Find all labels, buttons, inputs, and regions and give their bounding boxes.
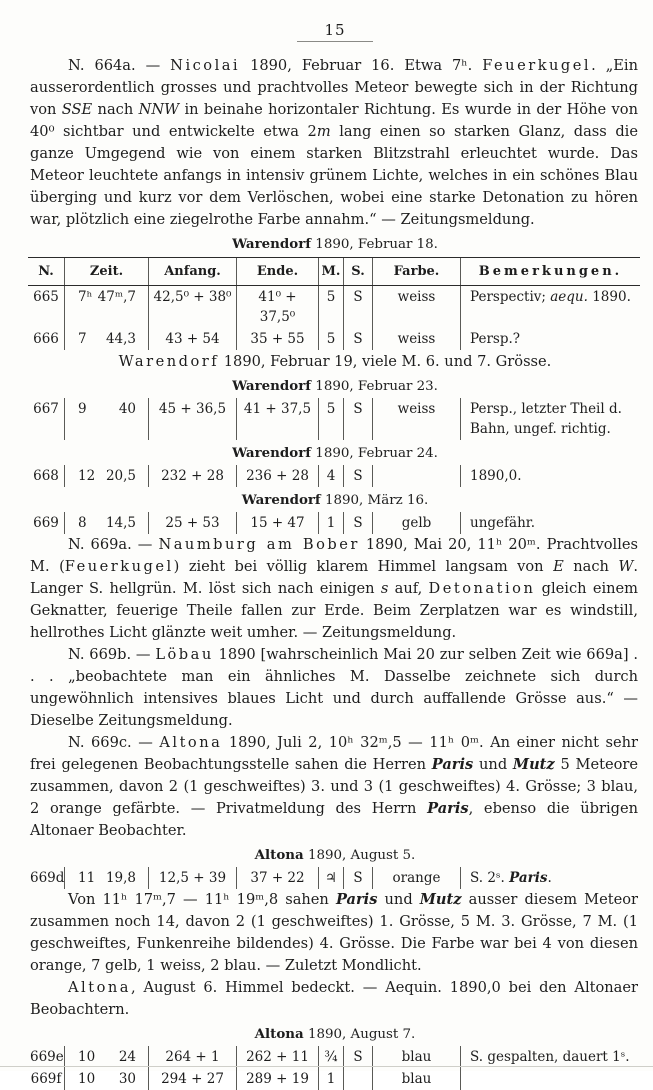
cell-farbe: weiss <box>372 328 460 350</box>
cell-anfang: 42,5⁰ + 38⁰ <box>148 286 236 328</box>
section-heading <box>30 1025 640 1044</box>
text-segment: Feuerkugel <box>64 558 174 575</box>
text-segment: ausser diesem Meteor zusammen noch 14, davon 2 (1 geschweiftes) 1. Grösse, 5 M. 3. Grösse, 7 M. (1 geschweiftes, Funkenreihe bildendes) 4. Grösse. Die Farbe war bei 4 von diesen orange, 7 gelb, 1 weiss, 2 blau. — Zuletzt Mondlicht. <box>30 891 639 974</box>
text-segment: Mutz <box>419 891 462 908</box>
text-segment: N. 669b. — <box>68 646 156 663</box>
text-segment: und <box>377 891 420 908</box>
section-heading <box>30 846 640 865</box>
cell-zeit <box>64 398 148 440</box>
text-segment: gleich einem Geknatter, feuerige Theile fallen zur Erde. Beim Zerplatzen war es windstill, hellrothes Licht glänzte weit umher. — Zeitungsmeldung. <box>30 580 639 641</box>
text-segment: Warendorf <box>118 353 220 370</box>
cell-number: 669d <box>30 870 65 886</box>
text-segment: , August 6. Himmel bedeckt. — Aequin. 1890,0 bei den Altonaer Beobachtern. <box>30 979 638 1018</box>
cell-anfang: 45 + 36,5 <box>148 398 236 440</box>
cell-ende: 35 + 55 <box>236 328 318 350</box>
text-segment: 1890, Mai 20, 11ʰ 20ᵐ. Prachtvolles M. ( <box>30 536 638 575</box>
text-segment: 1890, Februar 18. <box>311 237 438 252</box>
cell-magnitude: 5 <box>318 286 343 328</box>
table-row <box>28 512 640 534</box>
zeit-hours: 9 <box>78 401 87 417</box>
text-segment: Altona <box>159 734 223 751</box>
zeit-hours: 8 <box>78 515 87 531</box>
cell-magnitude: ♃ <box>318 867 343 889</box>
cell-schweif: S <box>343 286 372 328</box>
text-segment: Altona <box>254 1026 304 1042</box>
zeit-minutes: 19,8 <box>105 870 136 886</box>
cell-schweif: S <box>343 328 372 350</box>
zeit-hours: 7 <box>78 331 87 347</box>
zeit-hours: 10 <box>78 1071 96 1087</box>
cell-number: 669e <box>30 1049 64 1065</box>
text-segment: Altona <box>68 979 131 996</box>
text-segment: 1890, Februar 19, viele M. 6. und 7. Grösse. <box>219 353 552 370</box>
text-segment: 1890, Februar 24. <box>311 446 438 461</box>
section-heading <box>30 491 640 510</box>
zeit-hours: 11 <box>78 870 96 886</box>
cell-magnitude: 5 <box>318 328 343 350</box>
text-segment: und <box>473 756 513 773</box>
cell-magnitude: 1 <box>318 512 343 534</box>
cell-zeit <box>64 465 148 487</box>
cell-ende: 15 + 47 <box>236 512 318 534</box>
cell-magnitude: 1 <box>318 1068 343 1090</box>
text-segment: Warendorf <box>232 378 312 394</box>
paragraph <box>30 732 640 842</box>
table-row <box>28 867 640 889</box>
section-heading <box>30 444 640 463</box>
cell-farbe: weiss <box>372 286 460 328</box>
cell-bemerkungen <box>460 512 640 534</box>
text-segment: . „Ein ausserordentlich grosses und prachtvolles Meteor bewegte sich in der Richtung von <box>30 57 638 118</box>
cell-bemerkungen <box>460 867 640 889</box>
paragraph <box>30 889 640 977</box>
text-segment: Warendorf <box>232 236 312 252</box>
cell-zeit <box>64 1068 148 1090</box>
text-segment: m <box>316 123 331 140</box>
cell-bemerkungen <box>460 1046 640 1068</box>
text-segment: Persp., letzter Theil d. Bahn, ungef. richtig. <box>470 401 622 437</box>
table-header-row <box>28 257 640 286</box>
page-number-block <box>30 20 640 42</box>
table-row <box>28 1068 640 1090</box>
cell-number: 666 <box>33 331 59 347</box>
text-segment: aequ. <box>550 289 588 305</box>
text-segment: ungefähr. <box>470 515 536 531</box>
cell-zeit <box>64 867 148 889</box>
zeit-hours: 7ʰ <box>78 289 93 305</box>
paragraph <box>30 55 640 231</box>
text-segment: S. gespalten, dauert 1ˢ. <box>470 1049 630 1065</box>
text-segment: Paris <box>509 870 548 886</box>
cell-anfang: 232 + 28 <box>148 465 236 487</box>
column-header: Anfang. <box>148 258 236 285</box>
text-segment: Feuerkugel <box>482 57 592 74</box>
cell-ende: 41⁰ + 37,5⁰ <box>236 286 318 328</box>
cell-schweif: S <box>343 1046 372 1068</box>
text-segment: N. 669c. — <box>68 734 160 751</box>
paragraph <box>30 644 640 732</box>
text-segment: Von 11ʰ 17ᵐ,7 — 11ʰ 19ᵐ,8 sahen <box>68 891 336 908</box>
zeit-minutes: 44,3 <box>105 331 136 347</box>
text-segment: Paris <box>427 800 469 817</box>
text-segment: 1890, Februar 16. Etwa 7ʰ. <box>240 57 483 74</box>
column-header: M. <box>318 258 343 285</box>
text-segment: , ebenso die übrigen Altonaer Beobachter. <box>30 800 638 839</box>
cell-ende: 289 + 19 <box>236 1068 318 1090</box>
text-segment: Nicolai <box>170 57 241 74</box>
column-header: N. <box>38 264 54 279</box>
text-segment: E <box>553 558 564 575</box>
column-header: Ende. <box>236 258 318 285</box>
text-segment: Naumburg am Bober <box>158 536 360 553</box>
table-row <box>28 328 640 350</box>
cell-anfang: 12,5 + 39 <box>148 867 236 889</box>
zeit-minutes: 20,5 <box>105 468 136 484</box>
cell-magnitude: ¾ <box>318 1046 343 1068</box>
table-row <box>28 286 640 328</box>
table-row <box>28 465 640 487</box>
text-segment: Warendorf <box>232 445 312 461</box>
cell-zeit <box>64 328 148 350</box>
zeit-hours: 10 <box>78 1049 96 1065</box>
cell-ende: 236 + 28 <box>236 465 318 487</box>
text-segment: 1890, August 5. <box>303 848 416 863</box>
cell-bemerkungen <box>460 1068 640 1090</box>
cell-schweif: S <box>343 398 372 440</box>
cell-farbe: blau <box>372 1068 460 1090</box>
text-segment: 1890. <box>587 289 631 305</box>
text-segment: Perspectiv; <box>470 289 551 305</box>
text-segment: 1890, August 7. <box>303 1027 416 1042</box>
cell-bemerkungen <box>460 465 640 487</box>
cell-number: 665 <box>33 289 59 305</box>
cell-farbe: gelb <box>372 512 460 534</box>
zeit-minutes: 14,5 <box>105 515 136 531</box>
cell-schweif <box>343 1068 372 1090</box>
cell-number: 669f <box>30 1071 62 1087</box>
text-segment: N. 664a. — <box>68 57 171 74</box>
text-segment: nach <box>563 558 619 575</box>
cell-schweif: S <box>343 867 372 889</box>
text-segment: nach <box>92 101 139 118</box>
section-heading <box>30 377 640 396</box>
cell-anfang: 25 + 53 <box>148 512 236 534</box>
cell-number: 668 <box>33 468 59 484</box>
text-segment: Paris <box>335 891 378 908</box>
text-segment: Altona <box>254 847 304 863</box>
cell-farbe: weiss <box>372 398 460 440</box>
cell-bemerkungen <box>460 328 640 350</box>
cell-number: 669 <box>33 515 59 531</box>
zeit-minutes: 40 <box>118 401 136 417</box>
cell-anfang: 43 + 54 <box>148 328 236 350</box>
text-segment: Löbau <box>155 646 214 663</box>
text-segment: S. 2ˢ. <box>470 870 510 886</box>
text-segment: . <box>547 870 552 886</box>
text-segment: Paris <box>431 756 474 773</box>
text-segment: . Langer S. hellgrün. M. löst sich nach einigen <box>30 558 639 597</box>
cell-ende: 41 + 37,5 <box>236 398 318 440</box>
cell-farbe: orange <box>372 867 460 889</box>
text-segment: Persp.? <box>470 331 521 347</box>
cell-anfang: 294 + 27 <box>148 1068 236 1090</box>
text-segment: W <box>618 558 634 575</box>
text-segment: Warendorf <box>241 492 321 508</box>
text-segment: ) zieht bei völlig klarem Himmel langsam von <box>173 558 554 575</box>
zeit-minutes: 24 <box>118 1049 136 1065</box>
text-segment: 5 Meteore zusammen, davon 2 (1 geschweiftes) 3. und 3 (1 geschweiftes) 4. Grösse; 3 blau, 2 orange gefärbte. — Privatmeldung des Herrn <box>30 756 638 817</box>
page-number: 15 <box>297 21 372 42</box>
center-note-line <box>30 351 640 373</box>
cell-ende: 37 + 22 <box>236 867 318 889</box>
paragraph <box>30 977 640 1021</box>
cell-schweif: S <box>343 465 372 487</box>
cell-magnitude: 4 <box>318 465 343 487</box>
cell-farbe <box>372 465 460 487</box>
column-header: Farbe. <box>372 258 460 285</box>
zeit-minutes: 47ᵐ,7 <box>97 289 136 305</box>
zeit-minutes: 30 <box>118 1071 136 1087</box>
text-segment: 1890,0. <box>470 468 522 484</box>
text-segment: 1890, März 16. <box>320 493 429 508</box>
zeit-hours: 12 <box>78 468 96 484</box>
text-segment: Detonation <box>428 580 536 597</box>
cell-zeit <box>64 286 148 328</box>
table-row <box>28 1046 640 1068</box>
text-segment: SSE <box>61 101 93 118</box>
column-header: Zeit. <box>64 258 148 285</box>
cell-bemerkungen <box>460 398 640 440</box>
cell-anfang: 264 + 1 <box>148 1046 236 1068</box>
text-segment: 1890 [wahrscheinlich Mai 20 zur selben Zeit wie 669a] . . . „beobachtete man ein ähnliches M. Dasselbe zeichnete sich durch ungewöhnlich intensives blaues Licht und durch auffallende Grösse aus.“ — Dieselbe Zeitungsmeldung. <box>30 646 638 729</box>
scan-edge-line <box>0 1066 653 1067</box>
table-row <box>28 398 640 440</box>
cell-number: 667 <box>33 401 59 417</box>
cell-zeit <box>64 512 148 534</box>
text-segment: Mutz <box>512 756 555 773</box>
cell-zeit <box>64 1046 148 1068</box>
text-segment: N. 669a. — <box>68 536 159 553</box>
text-segment: 1890, Juli 2, 10ʰ 32ᵐ,5 — 11ʰ 0ᵐ. An einer nicht sehr frei gelegenen Beobachtungsstelle sahen die Herren <box>30 734 638 773</box>
cell-bemerkungen <box>460 286 640 328</box>
text-segment: lang einen so starken Glanz, dass die ganze Umgegend wie von einem starken Blitzstrahl erleuchtet wurde. Das Meteor leuchtete anfangs in intensiv grünem Lichte, welches in ein schönes Blau überging und kurz vor dem Verlöschen, wobei eine starke Detonation zu hören war, plötzlich eine ziegelrothe Farbe annahm.“ — Zeitungsmeldung. <box>30 123 638 228</box>
paragraph <box>30 534 640 644</box>
section-heading <box>30 235 640 254</box>
text-segment: 1890, Februar 23. <box>311 379 438 394</box>
text-segment: in beinahe horizontaler Richtung. Es wurde in der Höhe von 40⁰ sichtbar und entwickelte etwa 2 <box>30 101 638 140</box>
column-header: Bemerkungen. <box>460 258 640 285</box>
cell-farbe: blau <box>372 1046 460 1068</box>
cell-magnitude: 5 <box>318 398 343 440</box>
cell-schweif: S <box>343 512 372 534</box>
text-segment: NNW <box>138 101 180 118</box>
text-segment: s <box>380 580 389 597</box>
text-segment: auf, <box>388 580 429 597</box>
cell-ende: 262 + 11 <box>236 1046 318 1068</box>
column-header: S. <box>343 258 372 285</box>
